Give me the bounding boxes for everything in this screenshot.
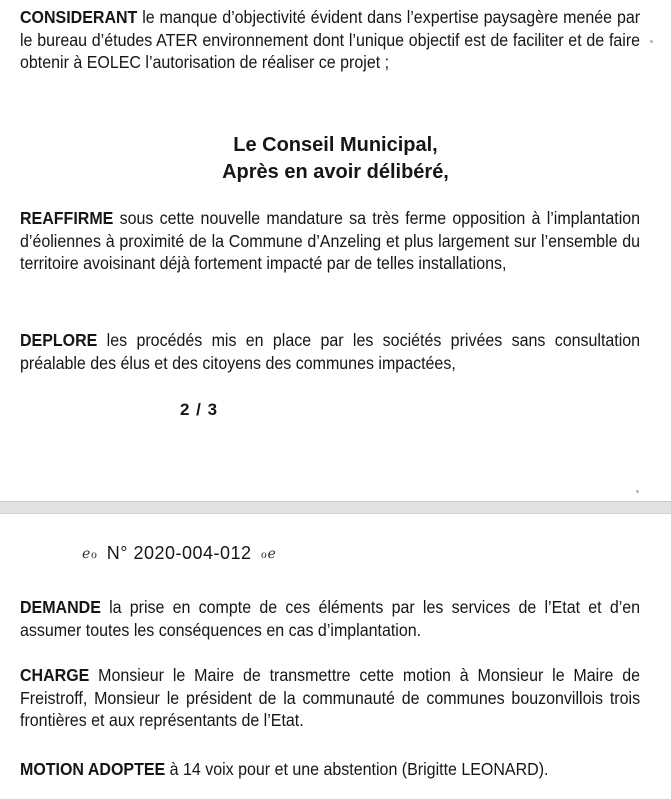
reaffirme-paragraph — [20, 207, 640, 275]
charge-keyword: CHARGE — [20, 665, 90, 685]
council-title: Le Conseil Municipal, — [233, 134, 438, 156]
reaffirme-text: sous cette nouvelle mandature sa très ferme opposition à l’implantation d’éoliennes à proximité de la Commune d’Anzeling et plus largement sur l’ensemble du territoire avoisinant déjà fortement impacté par de telles installations, — [20, 208, 641, 273]
ornament-left-icon: ℯℴ — [82, 545, 98, 561]
charge-paragraph — [20, 664, 640, 732]
deplore-text: les procédés mis en place par les sociétés privées sans consultation préalable des élus et des citoyens des communes impactées, — [20, 330, 641, 373]
ornament-right-icon: ℴℯ — [260, 545, 277, 561]
reaffirme-keyword: REAFFIRME — [20, 208, 114, 228]
deplore-keyword: DEPLORE — [20, 330, 98, 350]
considerant-paragraph — [20, 6, 640, 74]
scan-speck — [636, 490, 639, 493]
page-number: 2 / 3 — [180, 400, 219, 419]
scan-speck — [650, 40, 653, 43]
document-number — [82, 543, 276, 564]
motion-keyword: MOTION ADOPTEE — [20, 759, 166, 779]
considerant-text: le manque d’objectivité évident dans l’expertise paysagère menée par le bureau d’études ATER environnement dont l’unique objectif est de faciliter et de faire obtenir à EOLEC l’autorisation de réaliser ce projet ; — [20, 7, 641, 72]
demande-paragraph — [20, 596, 640, 641]
charge-text: Monsieur le Maire de transmettre cette motion à Monsieur le Maire de Freistroff, Monsieur le président de la communauté de communes bouzonvillois trois frontières et aux représentants de l’Etat. — [20, 665, 641, 730]
considerant-keyword: CONSIDERANT — [20, 7, 138, 27]
deliberation-title: Après en avoir délibéré, — [222, 161, 449, 183]
demande-text: la prise en compte de ces éléments par les services de l’Etat et d’en assumer toutes les conséquences en cas d’implantation. — [20, 597, 641, 640]
demande-keyword: DEMANDE — [20, 597, 101, 617]
motion-paragraph — [20, 758, 640, 781]
document-number-text: N° 2020-004-012 — [106, 543, 252, 563]
deplore-paragraph — [20, 329, 640, 374]
motion-text: à 14 voix pour et une abstention (Brigitte LEONARD). — [165, 759, 549, 779]
page-separator — [0, 501, 671, 514]
